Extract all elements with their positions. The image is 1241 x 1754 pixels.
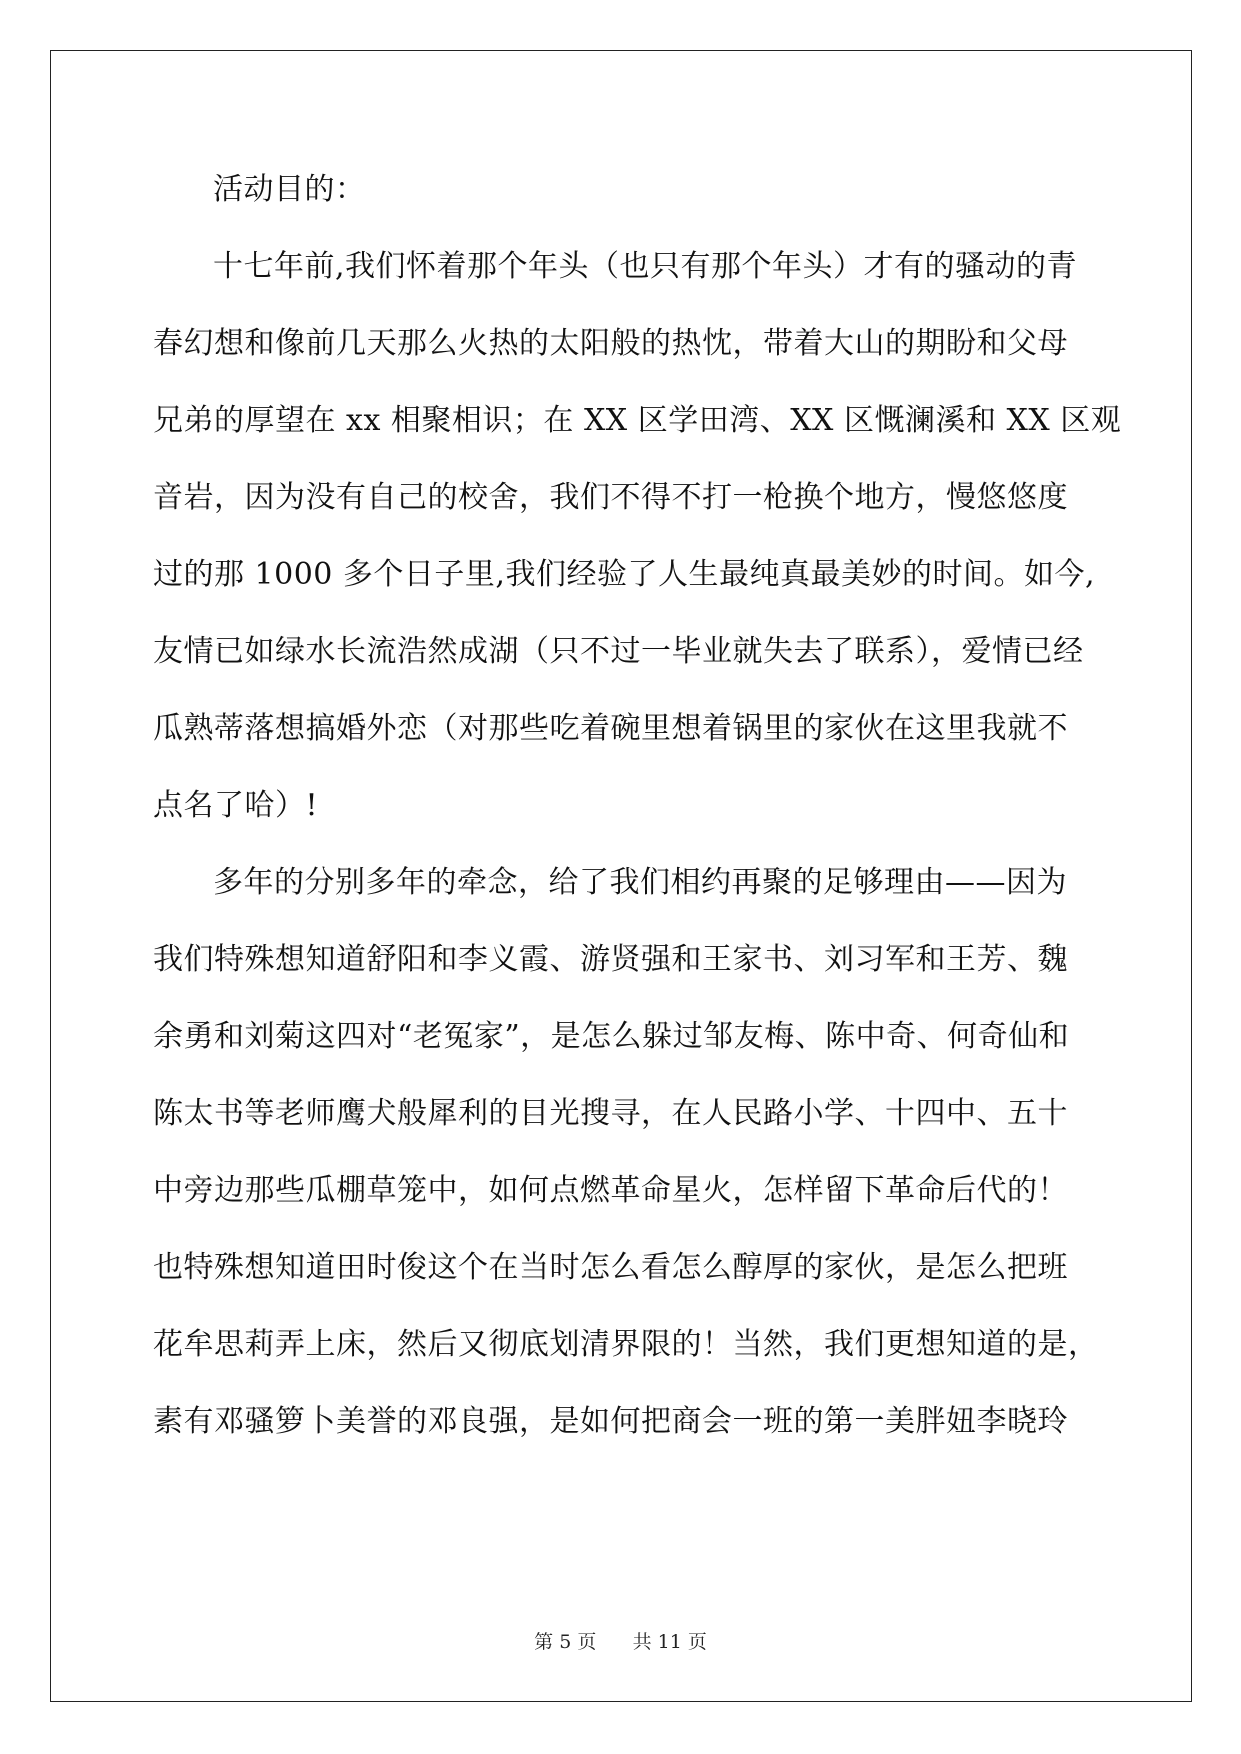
paragraph-line: 兄弟的厚望在 xx 相聚相识；在 XX 区学田湾、XX 区慨澜溪和 XX 区观 bbox=[153, 403, 1122, 438]
paragraph-line: 过的那 1000 多个日子里,我们经验了人生最纯真最美妙的时间。如今, bbox=[153, 557, 1095, 592]
paragraph-line: 陈太书等老师鹰犬般犀利的目光搜寻，在人民路小学、十四中、五十 bbox=[153, 1096, 1068, 1131]
paragraph-line: 中旁边那些瓜棚草笼中，如何点燃革命星火，怎样留下革命后代的！ bbox=[153, 1173, 1068, 1208]
paragraph-line: 余勇和刘菊这四对“老冤家”，是怎么躲过邹友梅、陈中奇、何奇仙和 bbox=[153, 1019, 1070, 1054]
paragraph-line: 十七年前,我们怀着那个年头（也只有那个年头）才有的骚动的青 bbox=[213, 249, 1078, 284]
paragraph-line: 友情已如绿水长流浩然成湖（只不过一毕业就失去了联系），爱情已经 bbox=[153, 634, 1084, 669]
paragraph-line: 春幻想和像前几天那么火热的太阳般的热忱，带着大山的期盼和父母 bbox=[153, 326, 1068, 361]
page-number: 第 5 页 bbox=[534, 1631, 597, 1653]
paragraph-line: 多年的分别多年的牵念，给了我们相约再聚的足够理由——因为 bbox=[213, 865, 1067, 900]
paragraph-line: 音岩，因为没有自己的校舍，我们不得不打一枪换个地方，慢悠悠度 bbox=[153, 480, 1068, 515]
paragraph-line: 我们特殊想知道舒阳和李义霞、游贤强和王家书、刘习军和王芳、魏 bbox=[153, 942, 1068, 977]
paragraph-line: 素有邓骚箩卜美誉的邓良强，是如何把商会一班的第一美胖妞李晓玲 bbox=[153, 1404, 1068, 1439]
paragraph-line: 花牟思莉弄上床，然后又彻底划清界限的！当然，我们更想知道的是， bbox=[153, 1327, 1099, 1362]
paragraph-line: 瓜熟蒂落想搞婚外恋（对那些吃着碗里想着锅里的家伙在这里我就不 bbox=[153, 711, 1068, 746]
page-total: 共 11 页 bbox=[632, 1631, 707, 1653]
section-heading: 活动目的： bbox=[213, 172, 366, 207]
paragraph-line: 点名了哈）! bbox=[153, 788, 319, 823]
page-footer bbox=[0, 1630, 1241, 1654]
document-body bbox=[153, 170, 1122, 1479]
paragraph-line: 也特殊想知道田时俊这个在当时怎么看怎么醇厚的家伙，是怎么把班 bbox=[153, 1250, 1068, 1285]
